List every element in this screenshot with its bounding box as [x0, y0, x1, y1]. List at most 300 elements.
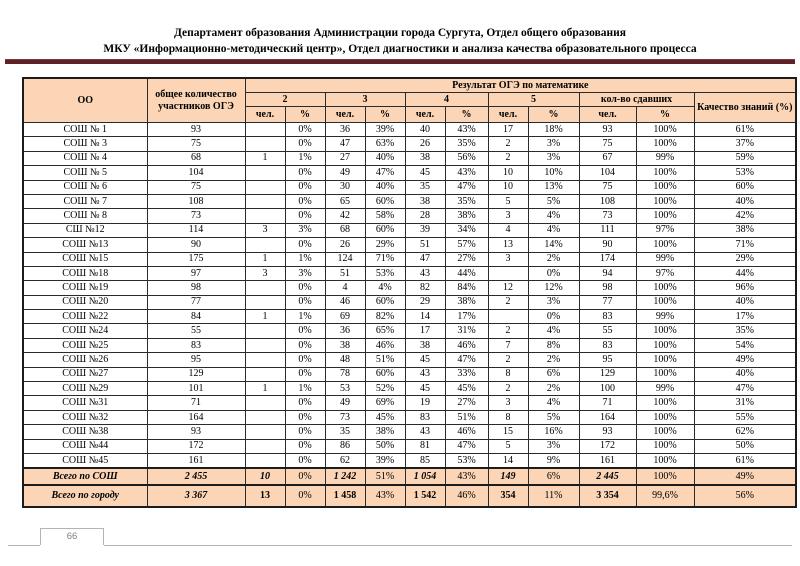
- value-cell: 95: [147, 353, 245, 367]
- value-cell: 0%: [285, 396, 325, 410]
- value-cell: 71%: [694, 238, 796, 252]
- oge-results-table: [22, 77, 797, 508]
- table-row: [23, 382, 796, 396]
- value-cell: 45: [405, 166, 445, 180]
- table-row: [23, 324, 796, 338]
- value-cell: 50%: [694, 439, 796, 453]
- value-cell: 0%: [285, 209, 325, 223]
- value-cell: 98: [147, 281, 245, 295]
- value-cell: 77: [579, 295, 636, 309]
- value-cell: 3: [488, 209, 528, 223]
- col-header-oo: ОО: [23, 78, 147, 123]
- value-cell: 28: [405, 209, 445, 223]
- org-title-line1: Департамент образования Администрации города Сургута, Отдел общего образования: [173, 27, 627, 39]
- value-cell: 71: [579, 396, 636, 410]
- school-name-cell: СОШ № 1: [23, 123, 147, 137]
- table-row: [23, 453, 796, 468]
- table-row: [23, 194, 796, 208]
- value-cell: 40%: [365, 180, 405, 194]
- value-cell: 61%: [694, 453, 796, 468]
- value-cell: 0%: [528, 310, 579, 324]
- value-cell: 40%: [694, 367, 796, 381]
- value-cell: 93: [579, 425, 636, 439]
- table-row: [23, 439, 796, 453]
- value-cell: 71%: [365, 252, 405, 266]
- footer-rule-right: [104, 545, 792, 546]
- value-cell: 90: [579, 238, 636, 252]
- value-cell: 100%: [636, 367, 694, 381]
- value-cell: 49: [325, 166, 365, 180]
- school-name-cell: СОШ №15: [23, 252, 147, 266]
- value-cell: 43: [405, 425, 445, 439]
- value-cell: 3 354: [579, 485, 636, 507]
- value-cell: 84: [147, 310, 245, 324]
- value-cell: 0%: [285, 180, 325, 194]
- col-header-grade-2: 2: [245, 93, 325, 107]
- value-cell: 43%: [445, 468, 488, 485]
- value-cell: 75: [147, 180, 245, 194]
- value-cell: 1 542: [405, 485, 445, 507]
- value-cell: 39: [405, 223, 445, 237]
- value-cell: 3%: [528, 137, 579, 151]
- value-cell: 0%: [285, 338, 325, 352]
- value-cell: 2: [488, 324, 528, 338]
- value-cell: 99,6%: [636, 485, 694, 507]
- school-name-cell: СОШ №27: [23, 367, 147, 381]
- value-cell: 33%: [445, 367, 488, 381]
- value-cell: 46%: [445, 425, 488, 439]
- value-cell: 84%: [445, 281, 488, 295]
- table-row: [23, 151, 796, 165]
- value-cell: 26: [325, 238, 365, 252]
- value-cell: 3%: [285, 266, 325, 280]
- value-cell: 94: [579, 266, 636, 280]
- value-cell: 10%: [528, 166, 579, 180]
- value-cell: 78: [325, 367, 365, 381]
- value-cell: 93: [579, 123, 636, 137]
- value-cell: 43: [405, 367, 445, 381]
- value-cell: 43%: [445, 123, 488, 137]
- value-cell: 10: [488, 166, 528, 180]
- value-cell: [488, 310, 528, 324]
- value-cell: 2: [488, 137, 528, 151]
- value-cell: 60%: [365, 367, 405, 381]
- value-cell: 65: [325, 194, 365, 208]
- value-cell: 12: [488, 281, 528, 295]
- value-cell: 12%: [528, 281, 579, 295]
- value-cell: 100%: [636, 410, 694, 424]
- value-cell: 4: [488, 223, 528, 237]
- value-cell: 3%: [528, 151, 579, 165]
- col-header-quality: Качество знаний (%): [694, 93, 796, 123]
- value-cell: 75: [579, 180, 636, 194]
- value-cell: 96%: [694, 281, 796, 295]
- value-cell: 53%: [365, 266, 405, 280]
- value-cell: 99%: [636, 151, 694, 165]
- value-cell: 40%: [365, 151, 405, 165]
- page-number: 66: [66, 531, 78, 542]
- value-cell: 34%: [445, 223, 488, 237]
- table-row: [23, 353, 796, 367]
- table-row: [23, 123, 796, 137]
- value-cell: 8: [488, 367, 528, 381]
- col-header-result: Результат ОГЭ по математике: [245, 78, 796, 93]
- value-cell: 63%: [365, 137, 405, 151]
- value-cell: 100%: [636, 180, 694, 194]
- value-cell: 0%: [285, 166, 325, 180]
- value-cell: 4%: [528, 396, 579, 410]
- value-cell: 35%: [694, 324, 796, 338]
- value-cell: 17%: [694, 310, 796, 324]
- subheader-people: чел.: [245, 107, 285, 123]
- value-cell: [245, 396, 285, 410]
- value-cell: 46%: [445, 485, 488, 507]
- value-cell: 2%: [528, 353, 579, 367]
- school-name-cell: СОШ № 3: [23, 137, 147, 151]
- value-cell: 5: [488, 194, 528, 208]
- value-cell: 86: [325, 439, 365, 453]
- value-cell: 100%: [636, 439, 694, 453]
- school-name-cell: СОШ №22: [23, 310, 147, 324]
- value-cell: 56%: [694, 485, 796, 507]
- value-cell: 45%: [365, 410, 405, 424]
- value-cell: 100%: [636, 453, 694, 468]
- value-cell: 1: [245, 252, 285, 266]
- value-cell: 46: [325, 295, 365, 309]
- value-cell: [245, 338, 285, 352]
- value-cell: 2: [488, 151, 528, 165]
- school-name-cell: СОШ №13: [23, 238, 147, 252]
- value-cell: 100: [579, 382, 636, 396]
- value-cell: 13: [488, 238, 528, 252]
- value-cell: 3: [245, 223, 285, 237]
- table-row: [23, 209, 796, 223]
- value-cell: 14: [488, 453, 528, 468]
- value-cell: 45: [405, 382, 445, 396]
- subheader-people: чел.: [325, 107, 365, 123]
- value-cell: 5%: [528, 194, 579, 208]
- value-cell: 14%: [528, 238, 579, 252]
- value-cell: 40%: [694, 295, 796, 309]
- value-cell: 1: [245, 151, 285, 165]
- value-cell: 19: [405, 396, 445, 410]
- value-cell: 40: [405, 123, 445, 137]
- value-cell: 100%: [636, 353, 694, 367]
- value-cell: 100%: [636, 396, 694, 410]
- value-cell: 51%: [365, 353, 405, 367]
- table-row: [23, 410, 796, 424]
- value-cell: 60%: [365, 295, 405, 309]
- table-row: [23, 266, 796, 280]
- value-cell: 93: [147, 425, 245, 439]
- value-cell: 93: [147, 123, 245, 137]
- value-cell: 161: [579, 453, 636, 468]
- col-header-grade-5: 5: [488, 93, 579, 107]
- school-name-cell: СОШ №25: [23, 338, 147, 352]
- value-cell: 2 445: [579, 468, 636, 485]
- value-cell: 85: [405, 453, 445, 468]
- table-row: [23, 166, 796, 180]
- school-name-cell: СОШ №29: [23, 382, 147, 396]
- value-cell: 8%: [528, 338, 579, 352]
- value-cell: 0%: [285, 453, 325, 468]
- value-cell: 39%: [365, 453, 405, 468]
- table-row: [23, 238, 796, 252]
- value-cell: 35: [325, 425, 365, 439]
- value-cell: 71: [147, 396, 245, 410]
- value-cell: 67: [579, 151, 636, 165]
- value-cell: [245, 453, 285, 468]
- value-cell: 68: [325, 223, 365, 237]
- value-cell: 51%: [445, 410, 488, 424]
- school-name-cell: СОШ №45: [23, 453, 147, 468]
- value-cell: 5%: [528, 410, 579, 424]
- value-cell: 83: [405, 410, 445, 424]
- value-cell: 6%: [528, 468, 579, 485]
- footer-rule-left: [8, 545, 40, 546]
- value-cell: 60%: [694, 180, 796, 194]
- value-cell: 100%: [636, 468, 694, 485]
- value-cell: 54%: [694, 338, 796, 352]
- value-cell: 100%: [636, 194, 694, 208]
- subheader-people: чел.: [579, 107, 636, 123]
- school-name-cell: СОШ № 6: [23, 180, 147, 194]
- value-cell: 99%: [636, 310, 694, 324]
- col-header-grade-3: 3: [325, 93, 405, 107]
- value-cell: 99%: [636, 252, 694, 266]
- value-cell: 0%: [285, 425, 325, 439]
- value-cell: 3%: [528, 295, 579, 309]
- value-cell: 3%: [528, 439, 579, 453]
- value-cell: 29%: [694, 252, 796, 266]
- value-cell: 1%: [285, 382, 325, 396]
- value-cell: 3%: [285, 223, 325, 237]
- value-cell: 3: [488, 252, 528, 266]
- value-cell: 4%: [528, 324, 579, 338]
- value-cell: 111: [579, 223, 636, 237]
- value-cell: 1: [245, 310, 285, 324]
- value-cell: 90: [147, 238, 245, 252]
- school-name-cell: Всего по СОШ: [23, 468, 147, 485]
- value-cell: 1%: [285, 151, 325, 165]
- value-cell: 29%: [365, 238, 405, 252]
- value-cell: 100%: [636, 209, 694, 223]
- value-cell: [245, 194, 285, 208]
- value-cell: 18%: [528, 123, 579, 137]
- value-cell: 51%: [365, 468, 405, 485]
- value-cell: 3 367: [147, 485, 245, 507]
- value-cell: 38%: [365, 425, 405, 439]
- value-cell: 1 242: [325, 468, 365, 485]
- value-cell: 8: [488, 410, 528, 424]
- value-cell: 124: [325, 252, 365, 266]
- value-cell: 48: [325, 353, 365, 367]
- value-cell: [488, 266, 528, 280]
- value-cell: 100%: [636, 166, 694, 180]
- school-name-cell: СОШ №20: [23, 295, 147, 309]
- school-name-cell: СОШ №24: [23, 324, 147, 338]
- value-cell: 38%: [694, 223, 796, 237]
- value-cell: 62: [325, 453, 365, 468]
- table-row: [23, 310, 796, 324]
- value-cell: 17: [405, 324, 445, 338]
- value-cell: 27%: [445, 252, 488, 266]
- value-cell: 40%: [694, 194, 796, 208]
- value-cell: 73: [579, 209, 636, 223]
- col-header-passed: кол-во сдавших: [579, 93, 694, 107]
- subheader-percent: %: [528, 107, 579, 123]
- value-cell: 38%: [445, 209, 488, 223]
- value-cell: 5: [488, 439, 528, 453]
- value-cell: 38: [405, 194, 445, 208]
- page-number-tab: [40, 528, 104, 545]
- value-cell: 59%: [694, 151, 796, 165]
- value-cell: 114: [147, 223, 245, 237]
- value-cell: 57%: [445, 238, 488, 252]
- value-cell: 354: [488, 485, 528, 507]
- value-cell: 4: [325, 281, 365, 295]
- value-cell: 10: [245, 468, 285, 485]
- school-name-cell: СОШ № 8: [23, 209, 147, 223]
- value-cell: 0%: [285, 485, 325, 507]
- value-cell: 49%: [694, 353, 796, 367]
- value-cell: 26: [405, 137, 445, 151]
- value-cell: [245, 281, 285, 295]
- value-cell: [245, 180, 285, 194]
- value-cell: 46%: [365, 338, 405, 352]
- value-cell: 100%: [636, 281, 694, 295]
- value-cell: 83: [579, 310, 636, 324]
- value-cell: 83: [147, 338, 245, 352]
- total-sosh-row: [23, 468, 796, 485]
- value-cell: 9%: [528, 453, 579, 468]
- value-cell: 6%: [528, 367, 579, 381]
- value-cell: 45%: [445, 382, 488, 396]
- value-cell: 99%: [636, 382, 694, 396]
- value-cell: 0%: [285, 324, 325, 338]
- col-header-total-participants: общее количество участников ОГЭ: [147, 78, 245, 123]
- value-cell: 73: [325, 410, 365, 424]
- value-cell: 14: [405, 310, 445, 324]
- value-cell: 97: [147, 266, 245, 280]
- value-cell: 97%: [636, 266, 694, 280]
- value-cell: 65%: [365, 324, 405, 338]
- value-cell: 61%: [694, 123, 796, 137]
- value-cell: 51: [325, 266, 365, 280]
- value-cell: 27: [325, 151, 365, 165]
- value-cell: 38: [405, 338, 445, 352]
- value-cell: 47%: [445, 439, 488, 453]
- value-cell: 100%: [636, 295, 694, 309]
- school-name-cell: СОШ №18: [23, 266, 147, 280]
- value-cell: 31%: [445, 324, 488, 338]
- value-cell: 52%: [365, 382, 405, 396]
- table-row: [23, 281, 796, 295]
- table-row: [23, 252, 796, 266]
- value-cell: 47%: [365, 166, 405, 180]
- value-cell: 36: [325, 324, 365, 338]
- value-cell: 37%: [694, 137, 796, 151]
- value-cell: 43%: [365, 485, 405, 507]
- value-cell: [245, 209, 285, 223]
- value-cell: 60%: [365, 223, 405, 237]
- value-cell: 82: [405, 281, 445, 295]
- value-cell: 75: [579, 137, 636, 151]
- value-cell: 2: [488, 353, 528, 367]
- table-row: [23, 223, 796, 237]
- value-cell: 4%: [528, 209, 579, 223]
- school-name-cell: СОШ №31: [23, 396, 147, 410]
- school-name-cell: СОШ № 5: [23, 166, 147, 180]
- value-cell: [245, 166, 285, 180]
- value-cell: 0%: [285, 238, 325, 252]
- table-row: [23, 425, 796, 439]
- subheader-people: чел.: [405, 107, 445, 123]
- value-cell: 45: [405, 353, 445, 367]
- value-cell: 129: [579, 367, 636, 381]
- value-cell: 3: [245, 266, 285, 280]
- value-cell: 35%: [445, 194, 488, 208]
- value-cell: 0%: [285, 194, 325, 208]
- value-cell: 104: [147, 166, 245, 180]
- value-cell: 108: [579, 194, 636, 208]
- school-name-cell: СОШ №44: [23, 439, 147, 453]
- value-cell: 13: [245, 485, 285, 507]
- school-name-cell: СОШ № 4: [23, 151, 147, 165]
- value-cell: 161: [147, 453, 245, 468]
- value-cell: 11%: [528, 485, 579, 507]
- value-cell: 73: [147, 209, 245, 223]
- value-cell: 44%: [694, 266, 796, 280]
- value-cell: 43: [405, 266, 445, 280]
- value-cell: 17: [488, 123, 528, 137]
- school-name-cell: СОШ № 7: [23, 194, 147, 208]
- table-row: [23, 180, 796, 194]
- value-cell: 129: [147, 367, 245, 381]
- table-row: [23, 338, 796, 352]
- value-cell: 38%: [445, 295, 488, 309]
- school-name-cell: СОШ №26: [23, 353, 147, 367]
- school-name-cell: СОШ №38: [23, 425, 147, 439]
- header-divider-rule: [5, 59, 795, 64]
- document-header: [0, 25, 800, 57]
- value-cell: 1%: [285, 310, 325, 324]
- value-cell: 1 054: [405, 468, 445, 485]
- value-cell: 10: [488, 180, 528, 194]
- value-cell: 1: [245, 382, 285, 396]
- value-cell: 31%: [694, 396, 796, 410]
- value-cell: 83: [579, 338, 636, 352]
- value-cell: 95: [579, 353, 636, 367]
- value-cell: 101: [147, 382, 245, 396]
- value-cell: 62%: [694, 425, 796, 439]
- value-cell: 149: [488, 468, 528, 485]
- value-cell: 1 458: [325, 485, 365, 507]
- value-cell: 100%: [636, 338, 694, 352]
- value-cell: 0%: [285, 367, 325, 381]
- value-cell: 53%: [694, 166, 796, 180]
- value-cell: [245, 425, 285, 439]
- value-cell: 47%: [445, 353, 488, 367]
- subheader-people: чел.: [488, 107, 528, 123]
- value-cell: 35%: [445, 137, 488, 151]
- value-cell: 0%: [285, 353, 325, 367]
- value-cell: [245, 295, 285, 309]
- table-row: [23, 137, 796, 151]
- value-cell: 100%: [636, 425, 694, 439]
- value-cell: 0%: [285, 295, 325, 309]
- value-cell: 13%: [528, 180, 579, 194]
